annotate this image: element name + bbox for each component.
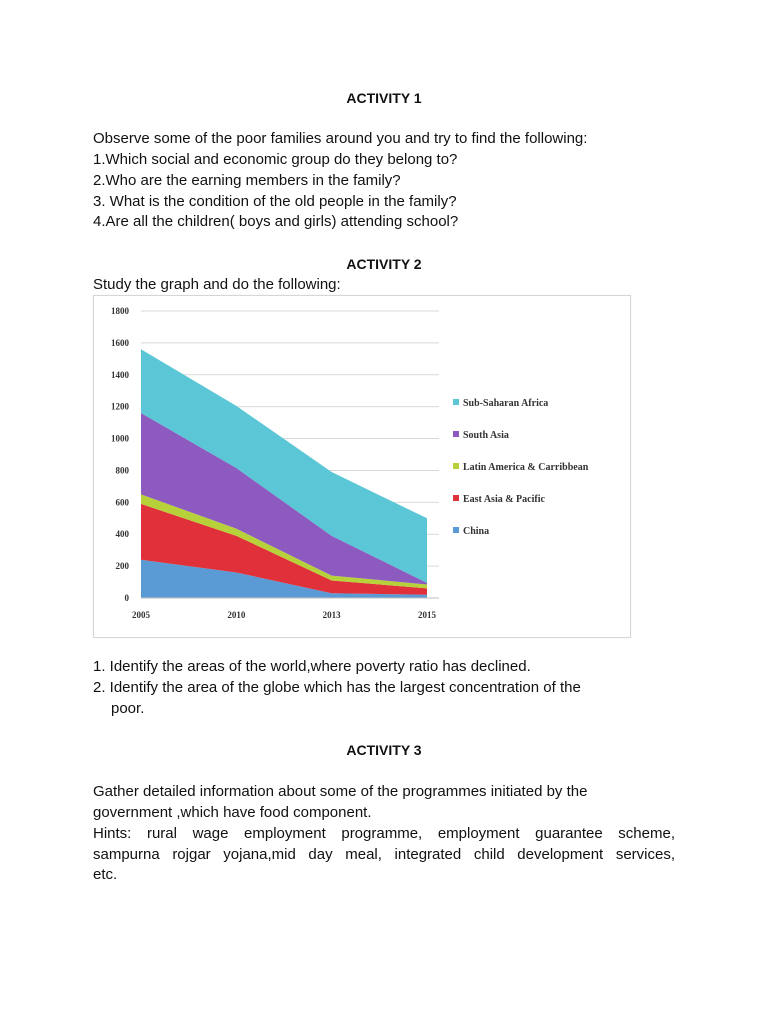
x-tick-label: 2015 [418, 610, 436, 620]
legend-swatch [453, 431, 459, 437]
activity2-heading: ACTIVITY 2 [346, 256, 422, 272]
y-tick-label: 800 [115, 465, 129, 476]
y-tick-label: 1200 [111, 401, 129, 412]
activity1-question-3: 3. What is the condition of the old people in the family? [93, 193, 457, 210]
legend-label: Latin America & Carribbean [463, 462, 589, 473]
x-tick-label: 2010 [227, 610, 246, 620]
y-tick-label: 1400 [111, 369, 129, 380]
activity3-heading: ACTIVITY 3 [346, 742, 422, 758]
legend-swatch [453, 463, 459, 469]
activity2-question-2-continued: poor. [111, 700, 145, 717]
activity1-intro: Observe some of the poor families around you and try to find the following: [93, 130, 588, 147]
x-tick-label: 2005 [132, 610, 150, 620]
activity1-question-1: 1.Which social and economic group do they belong to? [93, 151, 458, 168]
poverty-area-chart [93, 295, 631, 638]
legend-label: South Asia [463, 430, 509, 441]
activity1-question-4: 4.Are all the children( boys and girls) attending school? [93, 213, 459, 230]
activity2-question-1: 1. Identify the areas of the world,where poverty ratio has declined. [93, 658, 531, 675]
activity3-hints-line-1: Hints: rural wage employment programme, employment guarantee scheme, [93, 825, 675, 842]
legend-swatch [453, 527, 459, 533]
y-tick-label: 200 [115, 561, 129, 572]
y-tick-label: 1000 [111, 433, 129, 444]
y-tick-label: 1800 [111, 306, 129, 316]
activity2-question-2: 2. Identify the area of the globe which has the largest concentration of the [93, 679, 581, 696]
activity3-line-2: government ,which have food component. [93, 804, 372, 821]
legend-label: East Asia & Pacific [463, 494, 545, 505]
activity3-hints-line-2: sampurna rojgar yojana,mid day meal, integrated child development services, [93, 846, 675, 863]
legend-swatch [453, 399, 459, 405]
chart-svg [94, 296, 630, 637]
activity3-line-1: Gather detailed information about some of the programmes initiated by the [93, 783, 588, 800]
activity1-question-2: 2.Who are the earning members in the family? [93, 172, 401, 189]
activity1-heading: ACTIVITY 1 [346, 90, 422, 106]
activity3-line-5: etc. [93, 866, 118, 883]
y-tick-label: 400 [115, 529, 129, 540]
x-tick-label: 2013 [322, 610, 341, 620]
activity2-intro: Study the graph and do the following: [93, 276, 341, 293]
legend-label: Sub-Saharan Africa [463, 398, 549, 409]
y-tick-label: 600 [115, 497, 129, 508]
y-tick-label: 0 [124, 593, 129, 603]
legend-swatch [453, 495, 459, 501]
legend-label: China [463, 526, 490, 537]
y-tick-label: 1600 [111, 337, 129, 348]
